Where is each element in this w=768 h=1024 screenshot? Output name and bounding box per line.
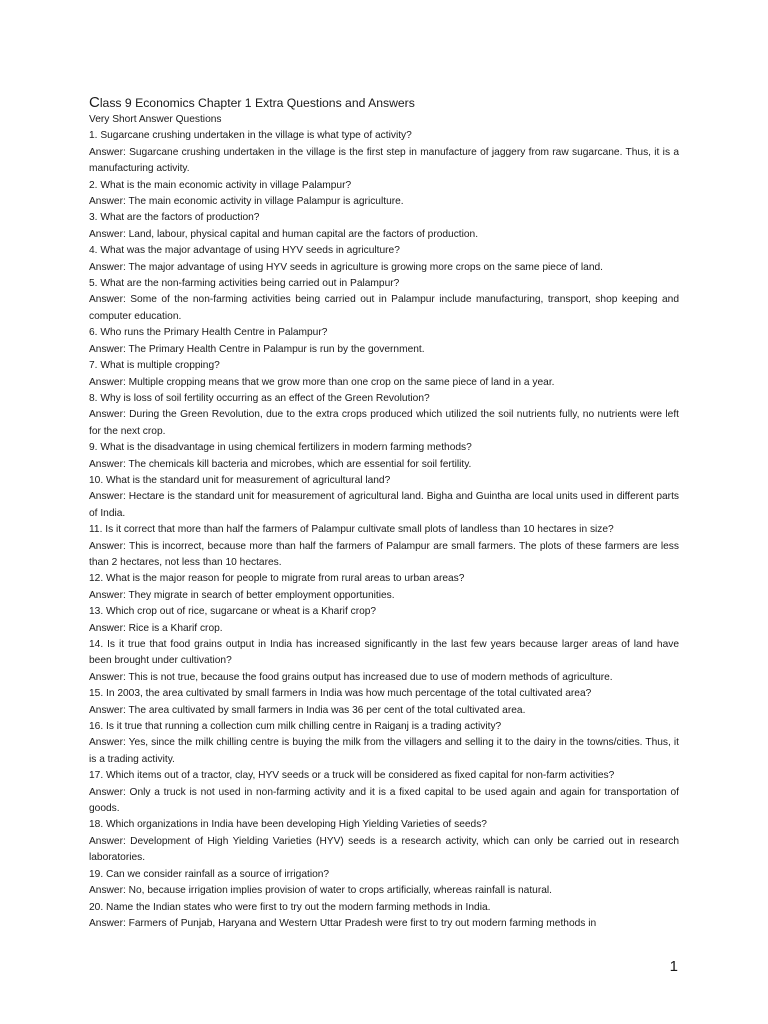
question-text: 14. Is it true that food grains output in India has increased significantly in the last few years because larger areas of land have been brought under cultivation? [89,639,679,667]
answer-text: Answer: Sugarcane crushing undertaken in the village is the first step in manufacture of jaggery from raw sugarcane. Thus, it is a manufacturing activity. [89,146,679,175]
answer-text: Answer: Land, labour, physical capital and human capital are the factors of production. [89,228,479,240]
answer-text: Answer: The area cultivated by small farmers in India was 36 per cent of the total cultivated area. [89,704,526,716]
answer-text: Answer: Rice is a Kharif crop. [89,622,223,634]
answer-text: Answer: They migrate in search of better employment opportunities. [89,589,395,601]
title-rest: lass 9 Economics Chapter 1 Extra Questions and Answers [99,96,415,110]
question-text: 6. Who runs the Primary Health Centre in Palampur? [89,327,328,339]
document-title [89,94,679,112]
question-text: 15. In 2003, the area cultivated by small farmers in India was how much percentage of the total cultivated area? [89,688,592,700]
answer-text: Answer: Yes, since the milk chilling centre is buying the milk from the villagers and selling it to the dairy in the towns/cities. Thus, it is a trading activity. [89,737,679,765]
answer-text: Answer: This is incorrect, because more than half the farmers of Palampur are small farmers. The plots of these farmers are less than 2 hectares, not less than 10 hectares. [89,540,679,568]
question-text: 13. Which crop out of rice, sugarcane or wheat is a Kharif crop? [89,606,377,618]
section-heading: Very Short Answer Questions [89,114,222,125]
answer-text: Answer: This is not true, because the food grains output has increased due to use of modern methods of agriculture. [89,671,613,683]
question-text: 1. Sugarcane crushing undertaken in the village is what type of activity? [89,130,412,142]
question-text: 2. What is the main economic activity in village Palampur? [89,179,352,191]
answer-text: Answer: No, because irrigation implies provision of water to crops artificially, whereas rainfall is natural. [89,885,552,897]
answer-text: Answer: Development of High Yielding Varieties (HYV) seeds is a research activity, which can only be carried out in research laboratories. [89,835,679,864]
question-text: 7. What is multiple cropping? [89,360,220,372]
question-text: 18. Which organizations in India have been developing High Yielding Varieties of seeds? [89,819,487,831]
answer-text: Answer: The chemicals kill bacteria and microbes, which are essential for soil fertility. [89,458,472,470]
answer-text: Answer: Farmers of Punjab, Haryana and Western Uttar Pradesh were first to try out modern farming methods in [89,917,597,929]
question-text: 5. What are the non-farming activities being carried out in Palampur? [89,278,400,290]
answer-text: Answer: Multiple cropping means that we grow more than one crop on the same piece of land in a year. [89,376,555,388]
question-text: 8. Why is loss of soil fertility occurring as an effect of the Green Revolution? [89,392,430,404]
question-text: 10. What is the standard unit for measurement of agricultural land? [89,474,391,486]
question-text: 16. Is it true that running a collection cum milk chilling centre in Raiganj is a trading activity? [89,721,502,733]
answer-text: Answer: Some of the non-farming activities being carried out in Palampur include manufacturing, transport, shop keeping and computer education. [89,294,679,322]
answer-text: Answer: The Primary Health Centre in Palampur is run by the government. [89,343,425,355]
answer-text: Answer: The main economic activity in village Palampur is agriculture. [89,196,404,208]
title-initial: C [89,94,100,111]
question-text: 9. What is the disadvantage in using chemical fertilizers in modern farming methods? [89,442,472,454]
answer-text: Answer: Only a truck is not used in non-farming activity and it is a fixed capital to be used again and again for transportation of goods. [89,786,679,815]
document-page [89,94,679,932]
question-text: 3. What are the factors of production? [89,212,260,224]
question-text: 17. Which items out of a tractor, clay, HYV seeds or a truck will be considered as fixed capital for non-farm activities? [89,770,615,782]
qa-list [89,128,679,932]
question-text: 20. Name the Indian states who were first to try out the modern farming methods in India. [89,901,491,913]
question-text: 11. Is it correct that more than half the farmers of Palampur cultivate small plots of landless than 10 hectares in size? [89,524,614,536]
question-text: 12. What is the major reason for people to migrate from rural areas to urban areas? [89,573,465,585]
answer-text: Answer: Hectare is the standard unit for measurement of agricultural land. Bigha and Guintha are local units used in different parts of India. [89,491,679,519]
question-text: 19. Can we consider rainfall as a source of irrigation? [89,868,330,880]
question-text: 4. What was the major advantage of using HYV seeds in agriculture? [89,245,400,257]
answer-text: Answer: During the Green Revolution, due to the extra crops produced which utilized the soil nutrients fully, no nutrients were left for the next crop. [89,409,679,437]
answer-text: Answer: The major advantage of using HYV seeds in agriculture is growing more crops on the same piece of land. [89,261,603,273]
page-number: 1 [669,958,678,975]
